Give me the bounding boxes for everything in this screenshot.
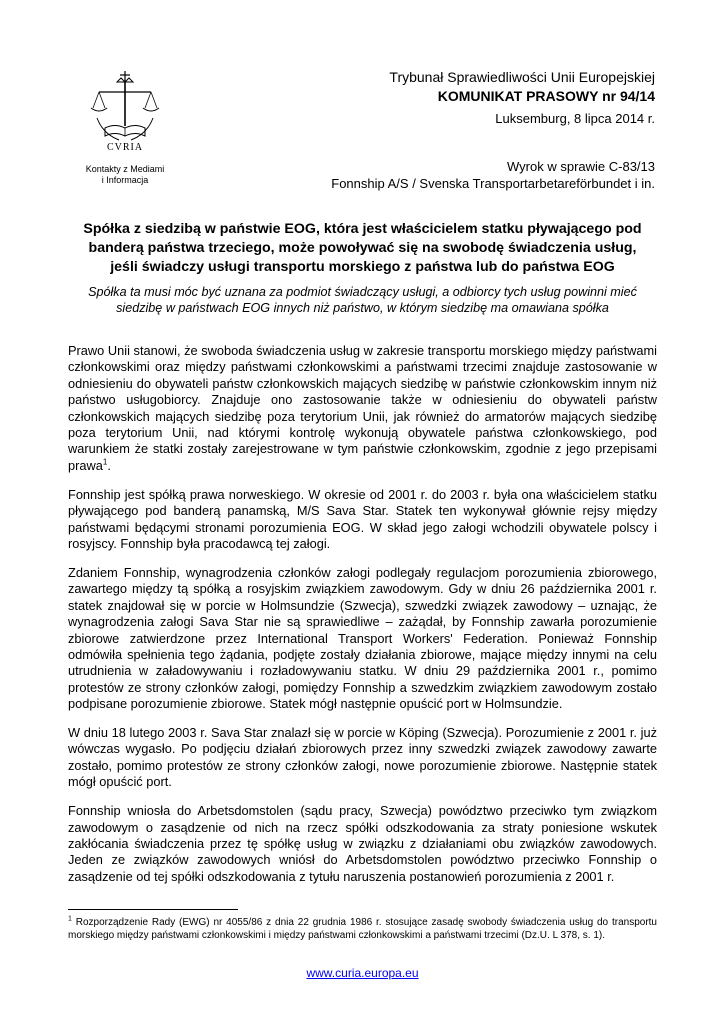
caption-line-1: Kontakty z Mediami: [85, 164, 165, 174]
footnote-text: Rozporządzenie Rady (EWG) nr 4055/86 z dnia 22 grudnia 1986 r. stosujące zasadę swobody świadczenia usług do transportu morskiego między państwami członkowskimi i między państwami członkowskimi a państwami trzecimi (Dz.U. L 378, s. 1).: [68, 917, 657, 941]
subhead-line-1: Spółka ta musi móc być uznana za podmiot świadczący usługi, a odbiorcy tych usług powinni mieć: [88, 285, 637, 299]
page-header: [389, 68, 655, 128]
footnote-1: [68, 916, 657, 942]
headline-line-2: banderą państwa trzeciego, może powoływać się na swobodę świadczenia usług,: [88, 240, 637, 256]
paragraph-2: Fonnship jest spółką prawa norweskiego. W okresie od 2001 r. do 2003 r. była ona właścicielem statku pływającego pod banderą panamską, M/S Sava Star. Statek ten wykonywał głównie rejsy między państwami będącymi stronami porozumienia EOG. W skład jego załogi wchodzili obywatele polscy i rosyjscy. Fonnship była pracodawcą tej załogi.: [68, 486, 657, 551]
headline-line-1: Spółka z siedzibą w państwie EOG, która jest właścicielem statku pływającego pod: [83, 221, 642, 237]
logo-wordmark: CVRIA: [106, 142, 144, 153]
judgment-case-number: Wyrok w sprawie C-83/13: [507, 159, 655, 174]
curia-website-link[interactable]: www.curia.europa.eu: [306, 966, 419, 980]
press-release-number: KOMUNIKAT PRASOWY nr 94/14: [437, 88, 655, 104]
case-reference: [331, 158, 655, 192]
court-name: Trybunał Sprawiedliwości Unii Europejskiej: [389, 69, 655, 85]
subheadline: [60, 284, 665, 316]
paragraph-1-end: .: [107, 457, 111, 473]
footnote-number: 1: [68, 915, 72, 923]
headline-line-3: jeśli świadczy usługi transportu morskiego z państwa lub do państwa EOG: [110, 259, 615, 275]
headline: [60, 220, 665, 277]
footnote-divider: [68, 909, 238, 910]
footnote-ref-1[interactable]: 1: [102, 457, 108, 467]
logo-block: [70, 68, 180, 186]
article-body: [68, 343, 657, 898]
paragraph-3: Zdaniem Fonnship, wynagrodzenia członków załogi podlegały regulacjom porozumienia zbiorowego, zawartego między tą spółką a rosyjskim związkiem zawodowym. Gdy w dniu 26 października 2001 r. statek znajdował się w porcie w Holmsundzie (Szwecja), szwedzki związek zawodowy – uznając, że wynagrodzenia załogi Sava Star nie są sprawiedliwe – zażądał, by Fonnship zawarła porozumienie zbiorowe zatwierdzone przez International Transport Workers' Federation. Ponieważ Fonnship odmówiła spełnienia tego żądania, podjęte zostały działania zbiorowe, mające między innymi na celu utrudnienia w załadowywaniu i rozładowywaniu statku. W dniu 29 października 2001 r., pomimo protestów ze strony członków załogi, pomiędzy Fonnship a szwedzkim związkiem zawodowym zostało podpisane porozumienie zbiorowe. Statek mógł następnie opuścić port w Holmsundzie.: [68, 564, 657, 712]
press-office-caption: [70, 164, 180, 186]
caption-line-2: i Informacja: [101, 175, 149, 185]
curia-logo-icon: [85, 68, 165, 154]
paragraph-1-text: Prawo Unii stanowi, że swoboda świadczenia usług w zakresie transportu morskiego między państwami członkowskimi oraz między państwami członkowskimi a państwami trzecimi znajduje zastosowanie w odniesieniu do obywateli państw członkowskich mających siedzibę w państwie członkowskim innym niż państwo usługobiorcy. Znajduje ono zastosowanie także w odniesieniu do obywateli państw członkowskich mających siedzibę poza terytorium Unii, jak również do armatorów mających siedzibę poza terytorium Unii, nad którymi kontrolę wykonują obywatele państwa członkowskiego, pod warunkiem że statki zostały zarejestrowane w tym państwie członkowskim, zgodnie z jego przepisami prawa: [68, 343, 657, 473]
case-parties: Fonnship A/S / Svenska Transportarbetareförbundet i in.: [331, 176, 655, 191]
subhead-line-2: siedzibę w państwach EOG innych niż państwo, w którym siedzibę ma omawiana spółka: [116, 301, 609, 315]
paragraph-5: Fonnship wniosła do Arbetsdomstolen (sądu pracy, Szwecja) powództwo przeciwko tym związkom zawodowym o zasądzenie od nich na rzecz spółki odszkodowania za straty poniesione wskutek zakłócania świadczenia przez tę spółkę usług w związku z działaniami obu związków zawodowych. Jeden ze związków zawodowych wniósł do Arbetsdomstolen powództwo przeciwko Fonnship o zasądzenie od tej spółki odszkodowania z tytułu naruszenia postanowień porozumienia z 2001 r.: [68, 803, 657, 884]
release-date: Luksemburg, 8 lipca 2014 r.: [495, 111, 655, 126]
paragraph-4: W dniu 18 lutego 2003 r. Sava Star znalazł się w porcie w Köping (Szwecja). Porozumienie z 2001 r. już wówczas wygasło. Po podjęciu działań zbiorowych przez inny szwedzki związek zawodowy zawarte zostało, pomimo protestów ze strony członków załogi, nowe porozumienie zbiorowe. Następnie statek mógł opuścić port.: [68, 725, 657, 790]
paragraph-1: [68, 343, 657, 474]
